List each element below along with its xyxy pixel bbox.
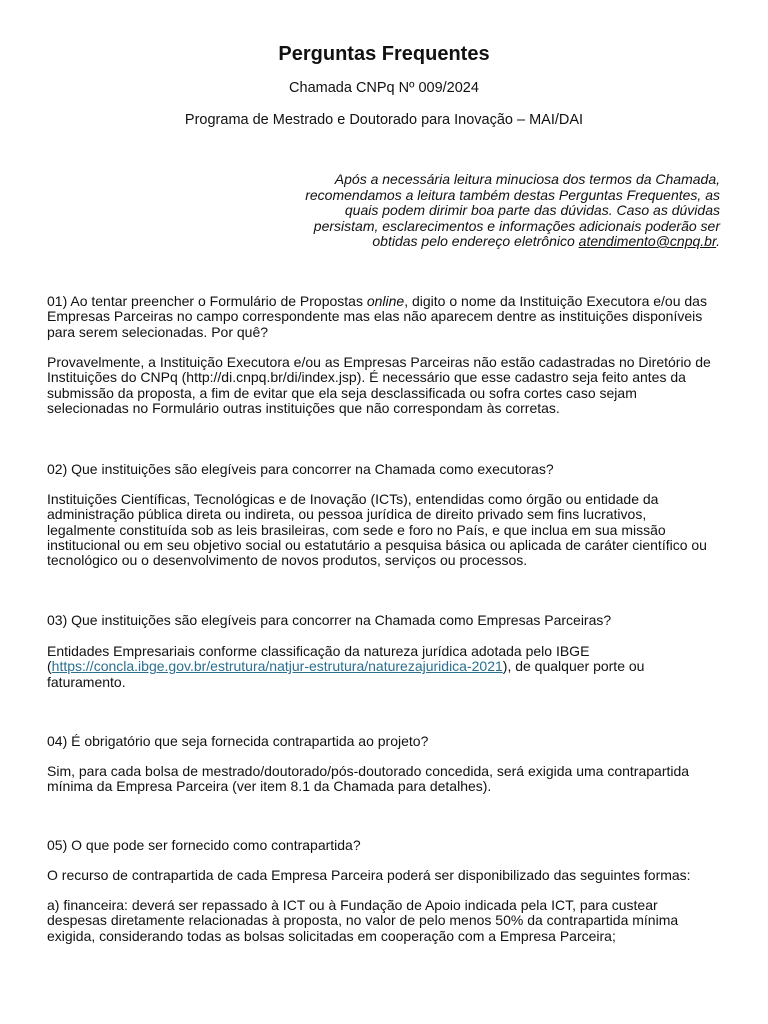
answer-line: faturamento.: [47, 673, 126, 690]
question-line: 03) Que instituições são elegíveis para concorrer na Chamada como Empresas Parceiras?: [47, 612, 612, 628]
intro-line: quais podem dirimir boa parte das dúvidas. Caso as dúvidas: [344, 202, 720, 218]
ibge-link[interactable]: https://concla.ibge.gov.br/estrutura/natjur-estrutura/naturezajuridica-2021: [51, 658, 503, 675]
answer-line: Sim, para cada bolsa de mestrado/doutorado/pós-doutorado concedida, será exigida uma contrapartida: [47, 763, 690, 779]
answer-line: exigida, considerando todas as bolsas solicitadas em cooperação com a Empresa Parceira;: [47, 927, 616, 944]
answer-line: despesas diretamente relacionadas à proposta, no valor de pelo menos 50% da contrapartida mínima: [47, 912, 679, 929]
question-02: [47, 462, 554, 477]
question-line: 05) O que pode ser fornecido como contrapartida?: [47, 837, 361, 853]
question-line: para serem selecionadas. Por quê?: [47, 323, 269, 340]
answer-line: Entidades Empresariais conforme classificação da natureza jurídica adotada pelo IBGE: [47, 643, 590, 659]
question-text: 01) Ao tentar preencher o Formulário de Propostas: [47, 293, 367, 309]
question-line: 02) Que instituições são elegíveis para concorrer na Chamada como executoras?: [47, 461, 554, 477]
email-link[interactable]: atendimento@cnpq.br: [578, 233, 717, 249]
answer-line: Instituições do CNPq (http://di.cnpq.br/di/index.jsp). É necessário que esse cadastro seja feito antes da: [47, 369, 686, 386]
question-line: Empresas Parceiras no campo correspondente mas elas não aparecem dentre as instituições disponíveis: [47, 308, 703, 325]
answer-03: [47, 644, 644, 690]
intro-line: [305, 234, 720, 250]
intro-note: [305, 172, 720, 250]
answer-02: [47, 492, 707, 568]
intro-text: obtidas pelo endereço eletrônico: [372, 233, 579, 249]
question-text: , digito o nome da Instituição Executora e/ou das: [404, 293, 707, 309]
question-line: 04) É obrigatório que seja fornecida contrapartida ao projeto?: [47, 733, 429, 749]
answer-line: administração pública direta ou indireta, ou pessoa jurídica de direito privado sem fins lucrativos,: [47, 506, 647, 523]
question-05: [47, 838, 361, 853]
answer-05-item-a: [47, 898, 678, 944]
answer-text: (: [47, 658, 52, 675]
intro-line: recomendamos a leitura também destas Perguntas Frequentes, as: [305, 186, 720, 203]
answer-line: a) financeira: deverá ser repassado à ICT ou à Fundação de Apoio indicada pela ICT, para custear: [47, 897, 658, 913]
answer-04: [47, 764, 689, 795]
intro-line: Após a necessária leitura minuciosa dos termos da Chamada,: [334, 171, 720, 187]
call-number: Chamada CNPq Nº 009/2024: [289, 80, 479, 96]
answer-line: legalmente constituída sob as leis brasileiras, com sede e foro no País, e que inclua em sua missão: [47, 521, 666, 538]
answer-line: [47, 659, 644, 674]
question-text-italic: online: [366, 293, 405, 309]
question-04: [47, 734, 428, 749]
answer-line: O recurso de contrapartida de cada Empresa Parceira poderá ser disponibilizado das seguintes formas:: [47, 867, 691, 883]
answer-line: institucional ou em seu objetivo social ou estatutário a pesquisa básica ou aplicada de caráter científico ou: [47, 536, 707, 553]
answer-line: submissão da proposta, a fim de evitar que ela seja desclassificada ou sofra cortes caso sejam: [47, 384, 637, 401]
answer-line: Instituições Científicas, Tecnológicas e de Inovação (ICTs), entendidas como órgão ou entidade da: [47, 491, 659, 507]
question-03: [47, 613, 611, 628]
program-name: Programa de Mestrado e Doutorado para Inovação – MAI/DAI: [184, 112, 584, 128]
answer-line: tecnológico ou o desenvolvimento de novos produtos, serviços ou processos.: [47, 552, 528, 569]
answer-line: mínima da Empresa Parceira (ver item 8.1 da Chamada para detalhes).: [47, 778, 492, 795]
answer-line: Provavelmente, a Instituição Executora e/ou as Empresas Parceiras não estão cadastradas no Diretório de: [47, 354, 711, 370]
answer-05: [47, 868, 691, 883]
intro-line: persistam, esclarecimentos e informações adicionais poderão ser: [313, 217, 720, 234]
page-title: Perguntas Frequentes: [278, 43, 490, 65]
question-01: [47, 294, 707, 340]
question-line: [47, 294, 707, 309]
answer-line: selecionadas no Formulário outras instituições que não correspondam às corretas.: [47, 399, 560, 416]
intro-text: .: [716, 233, 720, 249]
answer-01: [47, 355, 711, 416]
answer-text: ), de qualquer porte ou: [502, 658, 645, 675]
